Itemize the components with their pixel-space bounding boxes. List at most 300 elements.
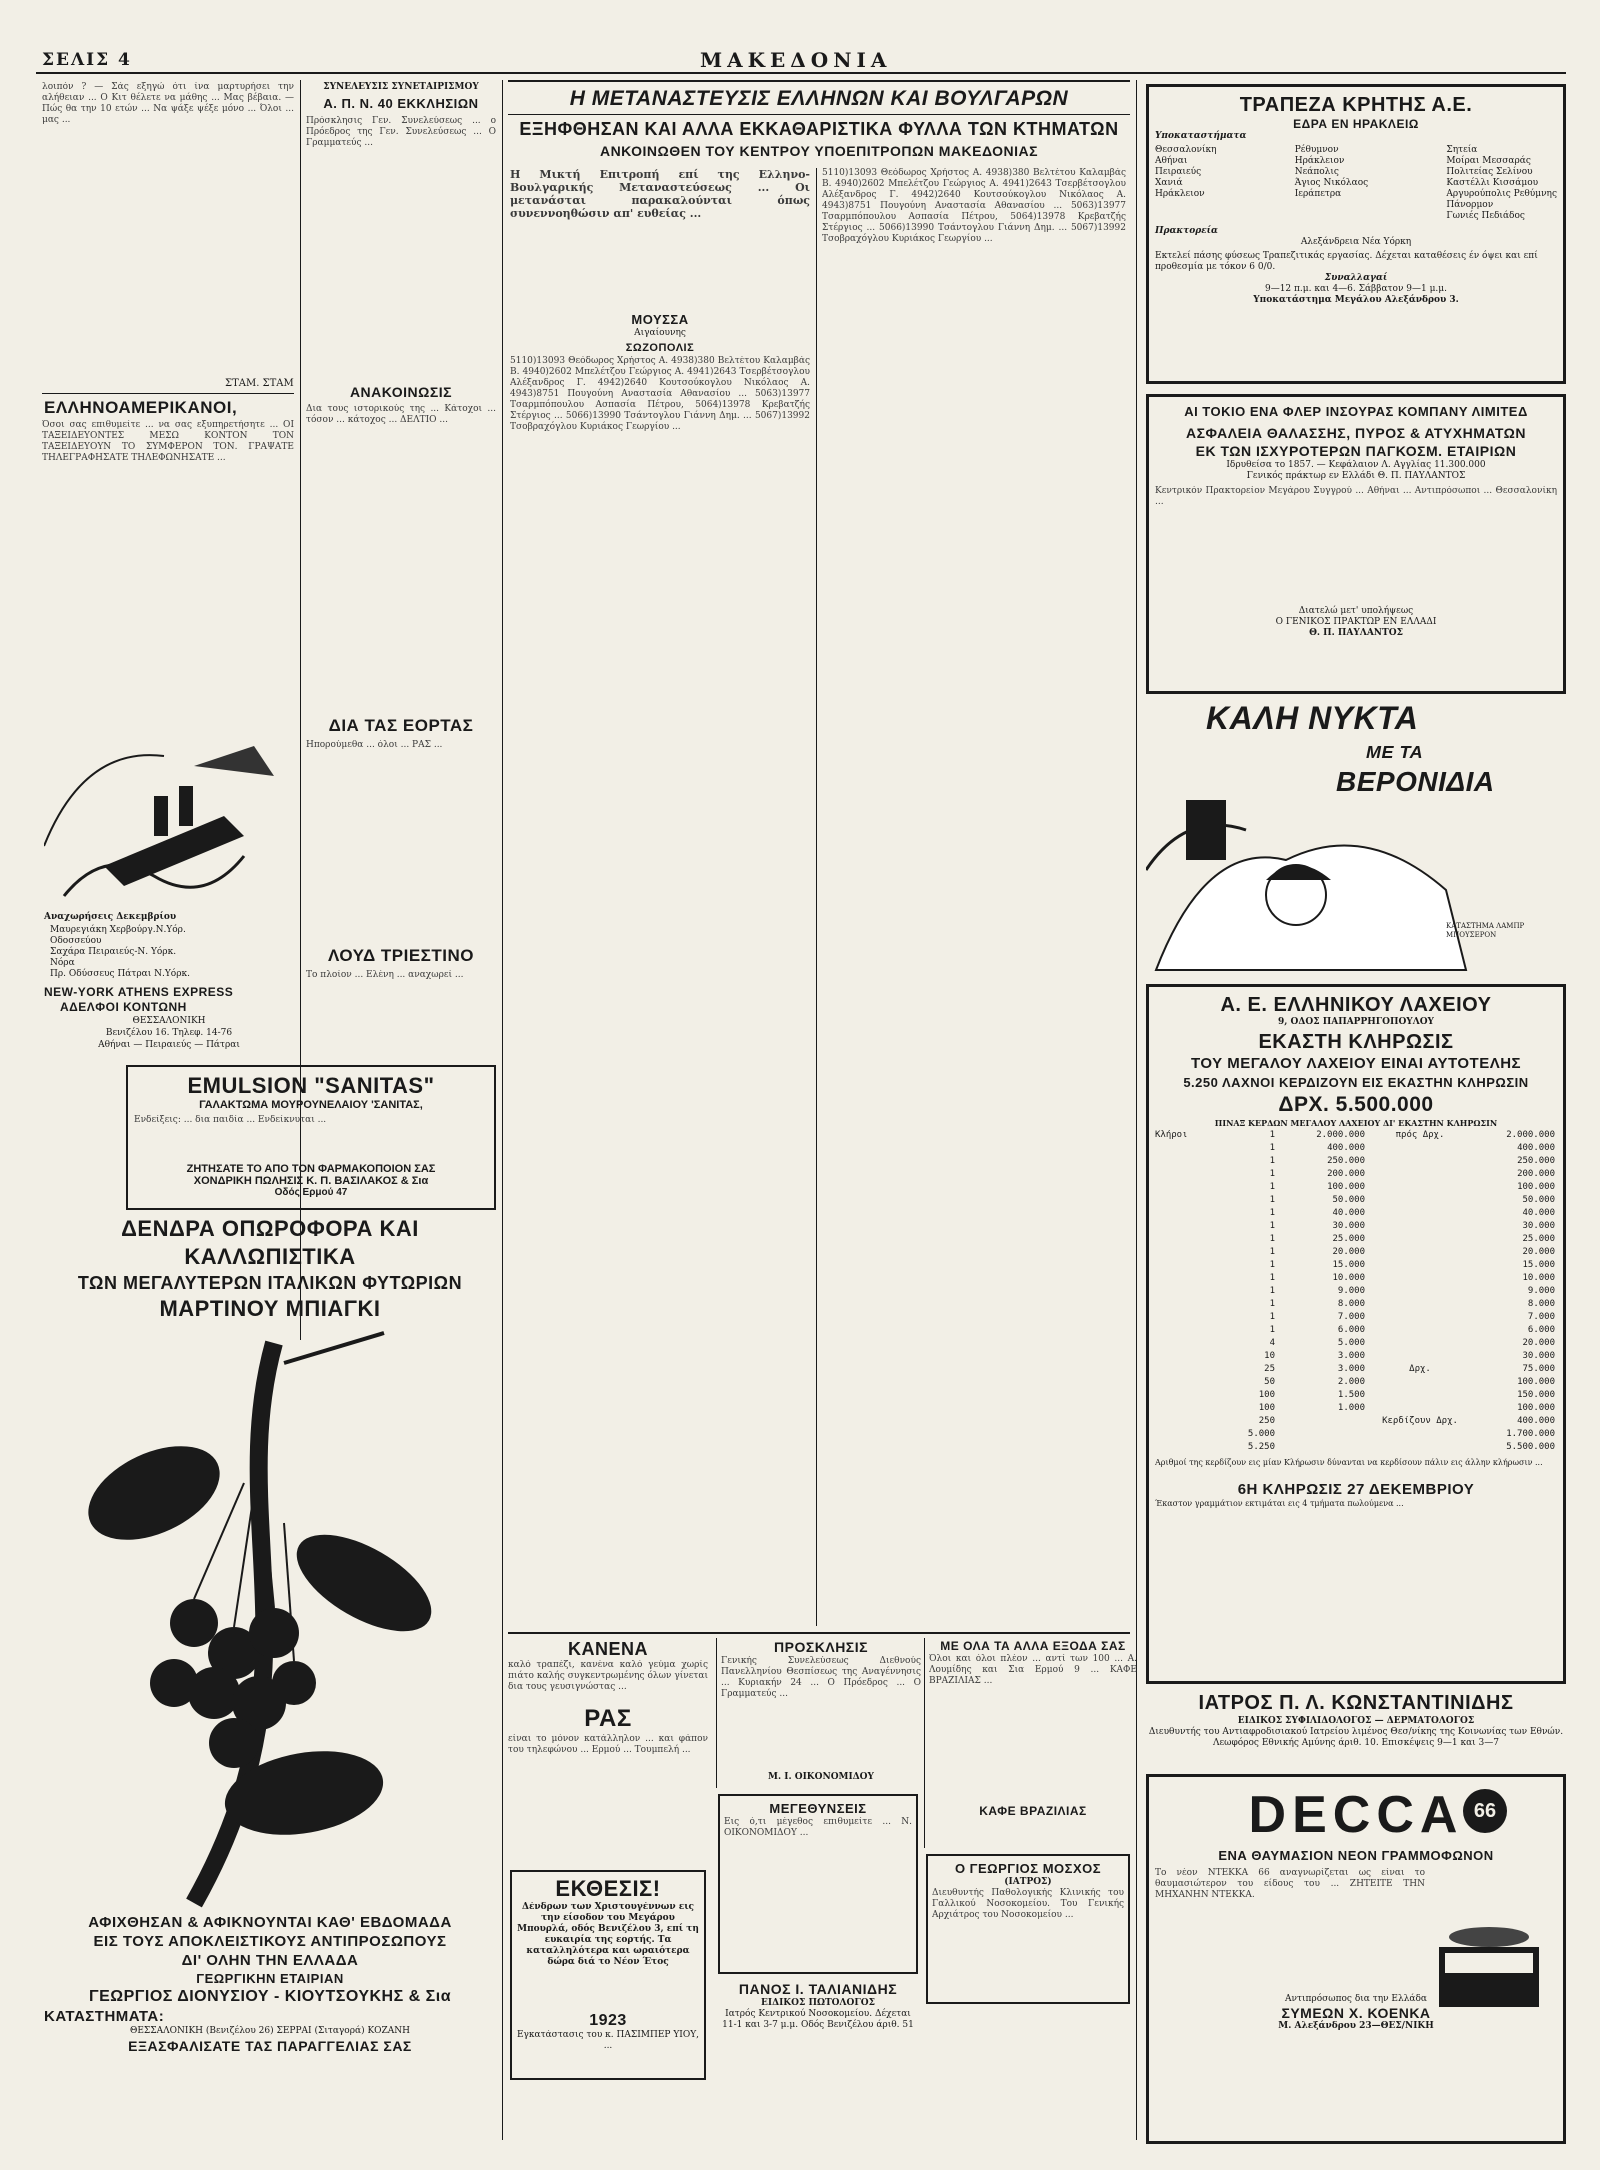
trees-footer-3: ΔΙ' ΟΛΗΝ ΤΗΝ ΕΛΛΑΔΑ xyxy=(181,1952,359,1969)
col-divider-2 xyxy=(502,80,503,2140)
cherry-branch-illustration xyxy=(44,1323,496,1913)
lottery-ad xyxy=(1146,984,1566,1684)
emulsion-seller: ΧΟΝΔΡΙΚΗ ΠΩΛΗΣΙΣ Κ. Π. ΒΑΣΙΛΑΚΟΣ & Σια xyxy=(193,1175,429,1187)
bank-agents-label: Πρακτορεία xyxy=(1155,226,1218,236)
lottery-table-cell xyxy=(1365,1428,1475,1441)
page-header xyxy=(0,0,1600,74)
lottery-table-cell: 30.000 xyxy=(1522,1221,1555,1231)
lottery-table-cell: 250 xyxy=(1258,1416,1275,1426)
decca-headline: ΕΝΑ ΘΑΥΜΑΣΙΟΝ ΝΕΟΝ ΓΡΑΜΜΟΦΩΝΟΝ xyxy=(1218,1848,1494,1863)
lottery-table-cell: 15.000 xyxy=(1332,1260,1365,1270)
lottery-table-cell: 400.000 xyxy=(1327,1143,1365,1153)
trees-footer-1: ΑΦΙΧΘΗΣΑΝ & ΑΦΙΚΝΟΥΝΤΑΙ ΚΑΘ' ΕΒΔΟΜΑΔΑ xyxy=(88,1914,452,1931)
lottery-table-row xyxy=(1155,1350,1557,1363)
lottery-table-cell xyxy=(1365,1233,1475,1246)
lottery-table-cell xyxy=(1155,1337,1225,1350)
lottery-table-cell xyxy=(1155,1272,1225,1285)
sailing-item: Οδοσσεύου xyxy=(50,936,102,946)
meeting-subtitle: Α. Π. Ν. 40 ΕΚΚΛΗΣΙΩΝ xyxy=(323,96,479,111)
page-label: ΣΕΛΙΣ 4 xyxy=(42,50,132,70)
bank-branch: Σητεία xyxy=(1446,145,1478,155)
doctor2-label: ΙΑΤΡΟΣ xyxy=(1198,1692,1273,1714)
lottery-table-cell: 400.000 xyxy=(1517,1143,1555,1153)
lottery-table-row xyxy=(1155,1311,1557,1324)
announcement-title: ΑΝΑΚΟΙΝΩΣΙΣ xyxy=(349,384,453,400)
expenses-body: Όλοι και όλοι πλέον ... αντί των 100 ... Α. Λουμίδης και Σια Ερμού 9 ... ΚΑΦΕ ΒΡΑΖΙΛΙΑΣ ... xyxy=(929,1654,1137,1686)
trees-footer-7: ΘΕΣΣΑΛΟΝΙΚΗ (Βενιζέλου 26) ΣΕΡΡΑΙ (Σιταγορά) ΚΟΖΑΝΗ xyxy=(129,2026,411,2036)
sailings-title: Αναχωρήσεις Δεκεμβρίου xyxy=(44,912,177,922)
insurance-sub-1: ΑΣΦΑΛΕΙΑ ΘΑΛΑΣΣΗΣ, ΠΥΡΟΣ & ΑΤΥΧΗΜΑΤΩΝ xyxy=(1186,425,1526,441)
lottery-table-cell xyxy=(1155,1363,1225,1376)
lottery-table-row xyxy=(1155,1233,1557,1246)
enlargements-ad xyxy=(718,1794,918,1974)
lottery-table-cell xyxy=(1155,1207,1225,1220)
bank-hours: 9—12 π.μ. και 4—6. Σάββατον 9—1 μ.μ. xyxy=(1264,284,1448,294)
lottery-table-cell xyxy=(1155,1311,1225,1324)
invite-title: ΠΡΟΣΚΛΗΣΙΣ xyxy=(774,1639,868,1655)
exhibit-footer: Εγκατάστασις του κ. ΠΑΣΙΜΠΕΡ ΥΙΟΥ, ... xyxy=(516,2030,700,2051)
lottery-table-cell: 5.000 xyxy=(1337,1338,1365,1348)
lottery-table-cell xyxy=(1365,1376,1475,1389)
lottery-table-cell xyxy=(1155,1285,1225,1298)
lottery-table-row xyxy=(1155,1194,1557,1207)
kanena-brand: ΡΑΣ xyxy=(584,1705,632,1732)
lottery-table-cell xyxy=(1275,1415,1365,1428)
lottery-table-cell: 1 xyxy=(1269,1208,1275,1218)
decca-ad xyxy=(1146,1774,1566,2144)
lottery-table-cell xyxy=(1155,1402,1225,1415)
veronidia-line-1: ΚΑΛΗ ΝΥΚΤΑ xyxy=(1206,700,1419,736)
lottery-table-row xyxy=(1155,1324,1557,1337)
exhibit-year: 1923 xyxy=(589,2012,627,2029)
lottery-table-cell xyxy=(1365,1337,1475,1350)
lottery-table-cell: 10.000 xyxy=(1522,1273,1555,1283)
lottery-table-cell: Κερδίζουν Δρχ. xyxy=(1382,1416,1458,1426)
article-body-col-2: 5110)13093 Θεόδωρος Χρήστος Α. 4938)380 Βελτέτου Καλαμβάς Β. 4940)2602 Μπελέτζου Γεώργιος Α. 4941)2643 Τσερβέτσογλου Αλέξανδρος Γ. 4942)2640 Κουτσούκογλου Νικόλαος Α. 4943)8751 Πουγούνη Αναστασία Αθανασίου ... 5063)13977 Τσαρμπόπουλου Ασπασία Πέτρου, 5064)13978 Κρεβατζής Στέργιος ... 5066)13990 Τσάντογλου Γιάννη Δημ. ... 5067)13992 Τσοβραχόγλου Κυριάκος Γεωργίου ... xyxy=(822,168,1126,244)
lottery-table-cell xyxy=(1155,1233,1225,1246)
doctor-ad xyxy=(718,1980,918,2120)
center-top-rule xyxy=(508,80,1130,82)
emulsion-title: EMULSION "SANITAS" xyxy=(187,1073,435,1098)
veronidia-line-2: ΜΕ ΤΑ xyxy=(1366,742,1424,762)
lottery-table-cell xyxy=(1155,1428,1225,1441)
holidays-body: Ηπορούμεθα ... όλοι ... ΡΑΣ ... xyxy=(306,740,443,750)
lottery-table-cell xyxy=(1365,1402,1475,1415)
lottery-table-title: ΠΙΝΑΞ ΚΕΡΔΩΝ ΜΕΓΑΛΟΥ ΛΑΧΕΙΟΥ ΔΙ' ΕΚΑΣΤΗΝ ΚΛΗΡΩΣΙΝ xyxy=(1214,1118,1498,1128)
lottery-table-row xyxy=(1155,1441,1557,1454)
exhibit-title: ΕΚΘΕΣΙΣ! xyxy=(555,1876,661,1901)
lottery-table-cell xyxy=(1155,1142,1225,1155)
trees-footer-6: ΚΑΤΑΣΤΗΜΑΤΑ: xyxy=(44,2008,165,2025)
insurance-agent: Γενικός πράκτωρ εν Ελλάδι Θ. Π. ΠΑΥΛΑΝΤΟΣ xyxy=(1246,471,1466,481)
lottery-table-cell: 40.000 xyxy=(1522,1208,1555,1218)
left-signature: ΣΤΑΜ. ΣΤΑΜ xyxy=(225,378,294,389)
lottery-table-cell: 9.000 xyxy=(1527,1286,1555,1296)
bank-hours-label: Συναλλαγαί xyxy=(1324,273,1388,283)
trees-footer-8: ΕΞΑΣΦΑΛΙΣΑΤΕ ΤΑΣ ΠΑΡΑΓΓΕΛΙΑΣ ΣΑΣ xyxy=(128,2038,412,2054)
newspaper-name: ΜΑΚΕΔΟΝΙΑ xyxy=(700,48,892,72)
lottery-table-cell xyxy=(1155,1220,1225,1233)
lottery-table-cell xyxy=(1365,1298,1475,1311)
lottery-table-cell xyxy=(1365,1311,1475,1324)
mosxos-subtitle: (ΙΑΤΡΟΣ) xyxy=(1004,1877,1052,1887)
lottery-table-cell: 1 xyxy=(1269,1234,1275,1244)
lottery-heading-2: ΤΟΥ ΜΕΓΑΛΟΥ ΛΑΧΕΙΟΥ ΕΙΝΑΙ ΑΥΤΟΤΕΛΗΣ xyxy=(1190,1055,1522,1072)
bank-branch: Πάνορμον xyxy=(1446,200,1494,210)
lottery-table-cell: 10.000 xyxy=(1332,1273,1365,1283)
kanena-title: ΚΑΝΕΝΑ xyxy=(567,1639,648,1659)
lottery-table-cell xyxy=(1365,1207,1475,1220)
enlargements-body: Εις ό,τι μέγεθος επιθυμείτε ... Ν. ΟΙΚΟΝΟΜΙΔΟΥ ... xyxy=(724,1817,912,1838)
doctor2-heading xyxy=(1146,1690,1566,1716)
lottery-table-cell: 3.000 xyxy=(1337,1351,1365,1361)
lottery-table-cell: 100.000 xyxy=(1517,1182,1555,1192)
expenses-ad xyxy=(924,1638,1137,1848)
emulsion-body: Ενδείξεις: ... δια παιδία ... Ενδείκνυται ... xyxy=(134,1115,327,1125)
lottery-table-cell: 30.000 xyxy=(1522,1351,1555,1361)
bank-branch: Ρέθυμνον xyxy=(1294,145,1339,155)
lottery-heading-4: ΔΡΧ. 5.500.000 xyxy=(1278,1093,1434,1116)
doctor-title: ΕΙΔΙΚΟΣ ΠΩΤΟΛΟΓΟΣ xyxy=(761,1998,875,2008)
lottery-table-cell xyxy=(1155,1441,1225,1454)
bank-branch: Θεσσαλονίκη xyxy=(1155,145,1217,155)
trees-footer-4: ΓΕΩΡΓΙΚΗΝ ΕΤΑΙΡΙΑΝ xyxy=(196,1971,344,1986)
lottery-title: Α. Ε. ΕΛΛΗΝΙΚΟΥ ΛΑΧΕΙΟΥ xyxy=(1220,994,1492,1016)
lottery-table-row xyxy=(1155,1402,1557,1415)
lottery-table-cell: 30.000 xyxy=(1332,1221,1365,1231)
lottery-table-cell: 150.000 xyxy=(1517,1390,1555,1400)
emulsion-subtitle: ΓΑΛΑΚΤΩΜΑ ΜΟΥΡΟΥΝΕΛΑΙΟΥ 'ΣΑΝΙΤΑΣ, xyxy=(199,1099,423,1111)
doctor2-body: Διευθυντής του Αντιαφροδισιακού Ιατρείου λιμένος Θεσ/νίκης της Κοινωνίας των Εθνών. xyxy=(1148,1727,1564,1737)
lottery-table-cell: 7.000 xyxy=(1337,1312,1365,1322)
trees-footer-2: ΕΙΣ ΤΟΥΣ ΑΠΟΚΛΕΙΣΤΙΚΟΥΣ ΑΝΤΙΠΡΟΣΩΠΟΥΣ xyxy=(93,1933,447,1950)
exhibit-body: Δένδρων των Χριστουγέννων εις την είσοδον του Μεγάρου Μπουρλά, οδός Βενιζέλου 3, επί τη ευκαιρία της εορτής. Τα καταλληλότερα και ωραιότερα δώρα διά το Νέον Έτος xyxy=(517,1902,699,1967)
lottery-table-cell: 10 xyxy=(1264,1351,1275,1361)
lottery-table-cell xyxy=(1365,1246,1475,1259)
lottery-table-cell: 100.000 xyxy=(1517,1377,1555,1387)
bank-branch: Αθήναι xyxy=(1155,156,1188,166)
lottery-table-cell: 2.000 xyxy=(1337,1377,1365,1387)
decca-model-badge: 66 xyxy=(1463,1789,1507,1833)
sailings-list xyxy=(50,925,294,980)
lottery-table-cell: 100 xyxy=(1258,1390,1275,1400)
lottery-table-cell xyxy=(1155,1324,1225,1337)
lottery-table-cell: 40.000 xyxy=(1332,1208,1365,1218)
bank-branch: Χανιά xyxy=(1155,178,1183,188)
bank-branch: Άγιος Νικόλαος xyxy=(1294,178,1369,188)
insurance-sub-2: ΕΚ ΤΩΝ ΙΣΧΥΡΟΤΕΡΩΝ ΠΑΓΚΟΣΜ. ΕΤΑΙΡΙΩΝ xyxy=(1195,443,1517,459)
invite-body: Γενικής Συνελεύσεως Διεθνούς Πανελληνίου Θεσπίσεως της Αναγέννησις ... Κυριακήν 24 ... Ο Πρόεδρος ... Ο Γραμματεύς ... xyxy=(721,1656,921,1699)
lottery-table-cell: 4 xyxy=(1269,1338,1275,1348)
lottery-table-row xyxy=(1155,1168,1557,1181)
emulsion-address: Οδός Ερμού 47 xyxy=(274,1187,348,1198)
lottery-table-cell xyxy=(1365,1350,1475,1363)
meeting-title: ΣΥΝΕΛΕΥΣΙΣ ΣΥΝΕΤΑΙΡΙΣΜΟΥ xyxy=(323,82,479,92)
lottery-table-cell xyxy=(1155,1415,1225,1428)
lottery-draw: 6Η ΚΛΗΡΩΣΙΣ 27 ΔΕΚΕΜΒΡΙΟΥ xyxy=(1237,1481,1475,1498)
bank-branch: Αργυρούπολις Ρεθύμνης xyxy=(1446,189,1557,199)
lottery-table-cell: 1 xyxy=(1269,1273,1275,1283)
lottery-table-cell: 20.000 xyxy=(1522,1247,1555,1257)
lottery-table-cell: 1.700.000 xyxy=(1506,1429,1555,1439)
lottery-heading-3: 5.250 ΛΑΧΝΟΙ ΚΕΡΔΙΖΟΥΝ ΕΙΣ ΕΚΑΣΤΗΝ ΚΛΗΡΩΣΙΝ xyxy=(1183,1075,1529,1090)
kanena-ad xyxy=(508,1638,708,1866)
lottery-table-cell: 200.000 xyxy=(1327,1169,1365,1179)
kanena-body-2: είναι το μόνον κατάλληλον ... και φάπον του τηλεφώνου ... Ερμού ... Τουμπελή ... xyxy=(508,1734,708,1755)
lottery-table-cell: 5.500.000 xyxy=(1506,1442,1555,1452)
lottery-table-row xyxy=(1155,1181,1557,1194)
article-lead: Η Μικτή Επιτροπή επί της Ελληνο-Βουλγαρικής Μεταναστεύσεως ... Οι μετανάσται παρακαλούνται όπως συνεννοηθώσιν απ' ευθείας ... xyxy=(510,168,810,220)
lottery-table-cell xyxy=(1275,1441,1365,1454)
lottery-table-cell xyxy=(1365,1142,1475,1155)
lottery-table-cell: 100.000 xyxy=(1327,1182,1365,1192)
decca-logo-row xyxy=(1155,1783,1557,1847)
lottery-table-cell: 50.000 xyxy=(1332,1195,1365,1205)
lottery-table-cell: 6.000 xyxy=(1337,1325,1365,1335)
lottery-table-cell: 100 xyxy=(1258,1403,1275,1413)
lottery-table-cell: 25.000 xyxy=(1332,1234,1365,1244)
lottery-table-cell xyxy=(1365,1441,1475,1454)
mosxos-ad xyxy=(926,1854,1130,2004)
main-headline: Η ΜΕΤΑΝΑΣΤΕΥΣΙΣ ΕΛΛΗΝΩΝ ΚΑΙ ΒΟΥΛΓΑΡΩΝ xyxy=(569,87,1069,110)
lottery-table-cell: 1 xyxy=(1269,1156,1275,1166)
lottery-note: Αριθμοί της κερδίζουν εις μίαν Κλήρωσιν δύνανται να κερδίσουν πάλιν εις άλλην κλήρωσιν ... xyxy=(1155,1458,1543,1467)
lottery-table-cell: 1 xyxy=(1269,1169,1275,1179)
lottery-table-cell xyxy=(1155,1298,1225,1311)
lottery-table-row xyxy=(1155,1415,1557,1428)
lottery-table-cell xyxy=(1155,1350,1225,1363)
bank-branch-col xyxy=(1295,145,1368,222)
lottery-table-cell: 25 xyxy=(1264,1364,1275,1374)
company-city: ΘΕΣΣΑΛΟΝΙΚΗ xyxy=(132,1016,206,1026)
lottery-table-cell: 1 xyxy=(1269,1143,1275,1153)
doctor2-title: ΕΙΔΙΚΟΣ ΣΥΦΙΛΙΔΟΛΟΓΟΣ — ΔΕΡΜΑΤΟΛΟΓΟΣ xyxy=(1237,1716,1475,1726)
lottery-table-cell xyxy=(1155,1168,1225,1181)
lottery-table-row xyxy=(1155,1155,1557,1168)
lottery-table-cell: 2.000.000 xyxy=(1506,1130,1555,1140)
lottery-table-cell: 250.000 xyxy=(1327,1156,1365,1166)
lottery-table-row xyxy=(1155,1207,1557,1220)
trees-line-1: ΔΕΝΔΡΑ ΟΠΩΡΟΦΟΡΑ ΚΑΙ ΚΑΛΛΩΠΙΣΤΙΚΑ xyxy=(121,1216,419,1269)
veronidia-line-3: ΒΕΡΟΝΙΔΙΑ xyxy=(1336,766,1495,797)
left-rule-1 xyxy=(42,393,294,394)
lottery-table-cell: 25.000 xyxy=(1522,1234,1555,1244)
article-body-col-1: 5110)13093 Θεόδωρος Χρήστος Α. 4938)380 Βελτέτου Καλαμβάς Β. 4940)2602 Μπελέτζου Γεώργιος Α. 4941)2643 Τσερβέτσογλου Αλέξανδρος Γ. 4942)2640 Κουτσούκογλου Νικόλαος Α. 4943)8751 Πουγούνη Αναστασία Αθανασίου ... 5063)13977 Τσαρμπόπουλου Ασπασία Πέτρου, 5064)13978 Κρεβατζής Στέργιος ... 5066)13990 Τσάντογλου Γιάννη Δημ. ... 5067)13992 Τσοβραχόγλου Κυριάκος Γεωργίου ... xyxy=(510,356,810,432)
lottery-table-row xyxy=(1155,1363,1557,1376)
lottery-table-cell: 20.000 xyxy=(1522,1338,1555,1348)
left-article-body: Όσοι σας επιθυμείτε ... να σας εξυπηρετήσητε ... ΟΙ ΤΑΞΕΙΔΕΥΟΝΤΕΣ ΜΕΣΩ ΚΟΝΤΟΝ ΤΟΝ ΤΑΞΕΙΔΕΥΟΥΝ ΤΟ ΣΥΜΦΕΡΟΝ ΤΟΝ. ΓΡΑΨΑΤΕ ΤΗΛΕΓΡΑΦΗΣΑΤΕ ΤΗΛΕΦΩΝΗΣΑΤΕ ... xyxy=(42,420,294,463)
sleeping-figure-illustration xyxy=(1146,800,1566,980)
sailing-item: Μαυρεγιάκη Χερβούργ.Ν.Υόρ. xyxy=(50,925,186,935)
doctor-body: Ιατρός Κεντρικού Νοσοκομείου. Δέχεται 11-1 και 3-7 μ.μ. Οδός Βενιζέλου άριθ. 51 xyxy=(722,2009,914,2030)
expenses-title: ΜΕ ΟΛΑ ΤΑ ΑΛΛΑ ΕΞΟΔΑ ΣΑΣ xyxy=(940,1639,1126,1653)
sailing-item: Πρ. Οδύσσευς Πάτραι Ν.Υόρκ. xyxy=(50,969,190,979)
bank-branch-col xyxy=(1446,145,1557,222)
center-rule-2 xyxy=(508,114,1130,115)
lottery-table-row xyxy=(1155,1246,1557,1259)
gramophone-illustration xyxy=(1429,1897,1549,2037)
lottery-table-cell: 1.500 xyxy=(1337,1390,1365,1400)
bank-title: ΤΡΑΠΕΖΑ ΚΡΗΤΗΣ Α.Ε. xyxy=(1239,94,1473,116)
lottery-table-cell: 50 xyxy=(1264,1377,1275,1387)
lottery-table-cell: 75.000 xyxy=(1522,1364,1555,1374)
decca-name: ΣΥΜΕΩΝ Χ. ΚΟΕΝΚΑ xyxy=(1281,2005,1431,2021)
bank-branch: Πολιτείας Σελίνου xyxy=(1446,167,1533,177)
lottery-draw-body: Έκαστον γραμμάτιον εκτιμάται εις 4 τμήματα πωλούμενα ... xyxy=(1155,1499,1404,1508)
lottery-table-cell: 15.000 xyxy=(1522,1260,1555,1270)
lottery-table-row xyxy=(1155,1259,1557,1272)
lottery-table-cell: 400.000 xyxy=(1517,1416,1555,1426)
lottery-table-cell xyxy=(1155,1194,1225,1207)
insurance-sign-1: Διατελώ μετ' υπολήψεως xyxy=(1298,606,1414,616)
main-subhead: ΕΞΗΦΘΗΣΑΝ ΚΑΙ ΑΛΛΑ ΕΚΚΑΘΑΡΙΣΤΙΚΑ ΦΥΛΛΑ ΤΩΝ ΚΤΗΜΑΤΩΝ xyxy=(519,119,1119,139)
lottery-table-row xyxy=(1155,1142,1557,1155)
lottery-table-cell xyxy=(1155,1389,1225,1402)
doctor2-name: Π. Λ. ΚΩΝΣΤΑΝΤΙΝΙΔΗΣ xyxy=(1279,1692,1514,1714)
left-article-title: ΕΛΛΗΝΟΑΜΕΡΙΚΑΝΟΙ, xyxy=(44,398,238,417)
doctor-name: ΠΑΝΟΣ Ι. ΤΑΛΙΑΝΙΔΗΣ xyxy=(738,1981,898,1997)
lottery-table xyxy=(1155,1129,1557,1454)
lottery-table-cell xyxy=(1275,1428,1365,1441)
left-top-snippet: λοιπόν ? — Σάς εξηγώ ότι ίνα μαρτυρήσει την αλήθειαν ... Ο Κιτ θέλετε να μάθης ... Μας βέβαια. — Πώς θα την 10 ετών ... Να ψάξε ψέξε μόνο ... Όλοι ... μας ... xyxy=(42,82,294,125)
announcement-body: Δια τους ιστορικούς της ... Κάτοχοι ... τόσον ... κάτοχος ... ΔΕΛΤΙΟ ... xyxy=(306,404,496,425)
lottery-table-cell: 1 xyxy=(1269,1247,1275,1257)
lottery-table-row xyxy=(1155,1428,1557,1441)
lottery-table-row xyxy=(1155,1285,1557,1298)
lottery-table-cell xyxy=(1365,1181,1475,1194)
decca-address: Μ. Αλεξάνδρου 23—ΘΕΣ/ΝΙΚΗ xyxy=(1278,2021,1434,2031)
lottery-table-cell xyxy=(1365,1194,1475,1207)
lottery-table-cell: 2.000.000 xyxy=(1316,1130,1365,1140)
lottery-table-cell: 1 xyxy=(1269,1195,1275,1205)
sailing-item: Νόρα xyxy=(50,958,75,968)
bank-branch: Μοίραι Μεσσαράς xyxy=(1446,156,1531,166)
trees-footer-5: ΓΕΩΡΓΙΟΣ ΔΙΟΝΥΣΙΟΥ - ΚΙΟΥΤΣΟΥΚΗΣ & Σια xyxy=(88,1988,452,2005)
lottery-table-cell xyxy=(1155,1155,1225,1168)
express-company: NEW-YORK ATHENS EXPRESS xyxy=(44,985,234,999)
doctor2-address: Λεωφόρος Εθνικής Αμύνης άριθ. 10. Επισκέψεις 9—1 και 3—7 xyxy=(1213,1738,1499,1748)
lottery-table-cell: 50.000 xyxy=(1522,1195,1555,1205)
place-heading-1b: Αιγαίουνης xyxy=(634,328,686,338)
lottery-table-cell: 9.000 xyxy=(1337,1286,1365,1296)
trees-line-2: ΤΩΝ ΜΕΓΑΛΥΤΕΡΩΝ ΙΤΑΛΙΚΩΝ ΦΥΤΩΡΙΩΝ xyxy=(77,1273,463,1293)
veronidia-small: ΚΑΤΑΣΤΗΜΑ ΛΑΜΠΡ ΜΠΟΥΣΕΡΟΝ xyxy=(1446,922,1525,939)
lottery-table-cell xyxy=(1155,1181,1225,1194)
center-col-divider xyxy=(816,168,817,1626)
lottery-table-cell xyxy=(1365,1155,1475,1168)
trees-ad xyxy=(44,1215,496,2150)
lottery-table-row xyxy=(1155,1337,1557,1350)
place-heading-1: ΜΟΥΣΣΑ xyxy=(631,312,689,327)
bank-branches xyxy=(1155,145,1557,222)
invite-footer: Μ. Ι. ΟΙΚΟΝΟΜΙΔΟΥ xyxy=(768,1772,874,1782)
lottery-table-cell: 1 xyxy=(1269,1260,1275,1270)
lottery-table-row xyxy=(1155,1389,1557,1402)
lottery-table-cell: 1 xyxy=(1269,1299,1275,1309)
lottery-table-cell xyxy=(1365,1220,1475,1233)
lottery-table-cell: 8.000 xyxy=(1337,1299,1365,1309)
header-rule xyxy=(36,72,1566,74)
bank-branch: Ιεράπετρα xyxy=(1294,189,1342,199)
insurance-body: Κεντρικόν Πρακτορείον Μεγάρου Συγγρού ... Αθήναι ... Αντιπρόσωποι ... Θεσσαλονίκη ... xyxy=(1155,486,1557,507)
insurance-founded: Ιδρυθείσα το 1857. — Κεφάλαιον Λ. Αγγλίας 11.300.000 xyxy=(1226,460,1486,470)
insurance-ad xyxy=(1146,394,1566,694)
lottery-table-cell: 6.000 xyxy=(1527,1325,1555,1335)
decca-body: Το νέον ΝΤΕΚΚΑ 66 αναγνωρίζεται ως είναι το θαυμασιώτερον του είδους του ... ΖΗΤΕΙΤΕ ΤΗΝ ΜΗΧΑΝΗΝ ΝΤΕΚΚΑ. xyxy=(1155,1868,1425,1900)
lottery-table-cell: Κλήροι xyxy=(1155,1130,1188,1140)
mosxos-body: Διευθυντής Παθολογικής Κλινικής του Γαλλικού Νοσοκομείου. Του Γενικής Αρχιάτρος του Νοσοκομείου ... xyxy=(932,1888,1124,1920)
lottery-table-cell: πρός Δρχ. xyxy=(1395,1130,1445,1140)
lottery-table-cell: 5.250 xyxy=(1247,1442,1275,1452)
lottery-table-cell xyxy=(1365,1285,1475,1298)
lottery-address: 9, ΟΔΟΣ ΠΑΠΑΡΡΗΓΟΠΟΥΛΟΥ xyxy=(1278,1017,1434,1027)
lottery-table-row xyxy=(1155,1129,1557,1142)
bank-branch: Ηράκλειον xyxy=(1294,156,1345,166)
lottery-table-cell xyxy=(1365,1168,1475,1181)
decca-brand: DECCA xyxy=(1248,1786,1464,1844)
bank-branch-col xyxy=(1155,145,1217,222)
lottery-table-row xyxy=(1155,1272,1557,1285)
emulsion-ad xyxy=(126,1065,496,1210)
lottery-table-cell xyxy=(1155,1259,1225,1272)
center-bottom-rule xyxy=(508,1632,1130,1634)
insurance-sign-3: Θ. Π. ΠΑΥΛΑΝΤΟΣ xyxy=(1309,628,1403,638)
lottery-table-row xyxy=(1155,1298,1557,1311)
bank-branch: Πειραιεύς xyxy=(1155,167,1202,177)
insurance-title: ΑΙ ΤΟΚΙΟ ΕΝΑ ΦΛΕΡ ΙΝΣΟΥΡΑΣ ΚΟΜΠΑΝΥ ΛΙΜΙΤΕΔ xyxy=(1184,404,1528,419)
lottery-table-cell: 100.000 xyxy=(1517,1403,1555,1413)
lottery-table-row xyxy=(1155,1220,1557,1233)
lottery-table-cell xyxy=(1365,1389,1475,1402)
enlargements-title: ΜΕΓΕΘΥΝΣΕΙΣ xyxy=(769,1801,867,1816)
lottery-table-cell: 1 xyxy=(1269,1182,1275,1192)
company-address: Βενιζέλου 16. Τηλεφ. 14-76 xyxy=(105,1028,233,1038)
trees-line-3: ΜΑΡΤΙΝΟΥ ΜΠΙΑΓΚΙ xyxy=(159,1296,381,1321)
sailing-item: Σαχάρα Πειραιεύς-Ν. Υόρκ. xyxy=(50,947,177,957)
lloyd-body: Το πλοίον ... Ελένη ... αναχωρεί ... xyxy=(306,970,464,980)
holidays-title: ΔΙΑ ΤΑΣ ΕΟΡΤΑΣ xyxy=(328,716,474,735)
lottery-table-cell: Δρχ. xyxy=(1409,1364,1431,1374)
meeting-body: Πρόσκλησις Γεν. Συνελεύσεως ... ο Πρόεδρος της Γεν. Συνελεύσεως ... Ο Γραμματεύς ... xyxy=(306,116,496,148)
mosxos-title: Ο ΓΕΩΡΓΙΟΣ ΜΟΣΧΟΣ xyxy=(954,1861,1102,1876)
lottery-table-cell: 1 xyxy=(1269,1130,1275,1140)
bank-subtitle: ΕΔΡΑ ΕΝ ΗΡΑΚΛΕΙΩ xyxy=(1293,117,1419,131)
kanena-body: καλό τραπέζι, κανένα καλό γεύμα χωρίς πιάτο καλής συγκεντρωμένης όλων γίνεται δια τους γευσιγνώστας ... xyxy=(508,1660,708,1692)
lottery-table-cell: 20.000 xyxy=(1332,1247,1365,1257)
expenses-brand: ΚΑΦΕ ΒΡΑΖΙΛΙΑΣ xyxy=(979,1804,1087,1818)
exhibit-ad xyxy=(510,1870,706,2080)
bank-branch: Γωνιές Πεδιάδος xyxy=(1446,211,1525,221)
lottery-table-cell: 250.000 xyxy=(1517,1156,1555,1166)
company-name: ΑΔΕΛΦΟΙ ΚΟΝΤΩΝΗ xyxy=(60,1000,187,1014)
lottery-table-cell xyxy=(1155,1376,1225,1389)
lottery-table-cell xyxy=(1365,1324,1475,1337)
doctor2-ad xyxy=(1146,1690,1566,1770)
veronidia-ad xyxy=(1146,700,1566,980)
main-subhead-2: ΑΝΚΟΙΝΩΘΕΝ ΤΟΥ ΚΕΝΤΡΟΥ ΥΠΟΕΠΙΤΡΟΠΩΝ ΜΑΚΕΔΟΝΙΑΣ xyxy=(599,143,1039,159)
ship-illustration xyxy=(44,726,294,906)
emulsion-cta: ΖΗΤΗΣΑΤΕ ΤΟ ΑΠΟ ΤΟΝ ΦΑΡΜΑΚΟΠΟΙΟΝ ΣΑΣ xyxy=(186,1163,436,1175)
lottery-heading-1: ΕΚΑΣΤΗ ΚΛΗΡΩΣΙΣ xyxy=(1258,1031,1454,1053)
invite-ad xyxy=(716,1638,921,1788)
bank-branch: Ηράκλειον xyxy=(1155,189,1205,199)
bank-branch: Νεάπολις xyxy=(1294,167,1339,177)
lottery-table-cell: 8.000 xyxy=(1527,1299,1555,1309)
lottery-table-cell: 3.000 xyxy=(1337,1364,1365,1374)
lottery-table-cell: 5.000 xyxy=(1247,1429,1275,1439)
lottery-table-cell xyxy=(1365,1259,1475,1272)
lottery-table-cell xyxy=(1155,1246,1225,1259)
